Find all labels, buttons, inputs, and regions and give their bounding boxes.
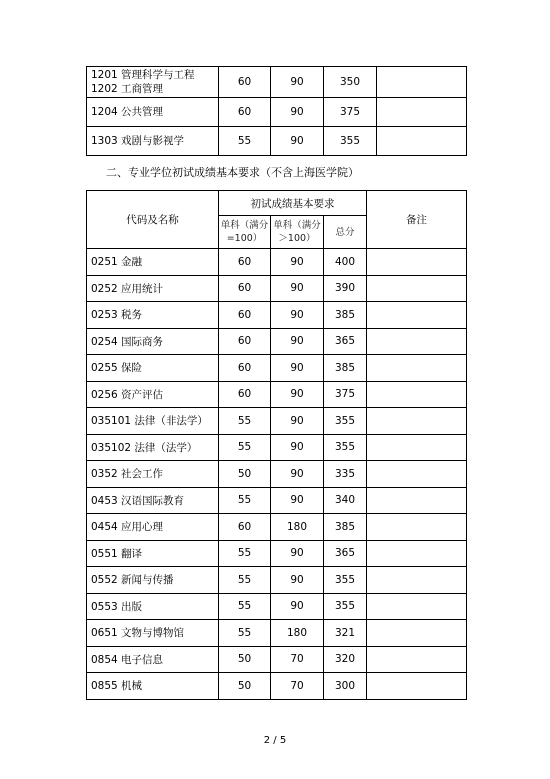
score-single-gt100: 90: [271, 487, 324, 514]
score-total: 390: [324, 275, 367, 302]
table-row: [87, 249, 467, 276]
table-row: [87, 646, 467, 673]
program-name: 0255 保险: [87, 355, 219, 382]
score-total: 365: [324, 540, 367, 567]
table-row: [87, 302, 467, 329]
note-cell: [367, 355, 467, 382]
score-total: 365: [324, 328, 367, 355]
score-total: 355: [324, 408, 367, 435]
score-total: 375: [324, 381, 367, 408]
score-total: 355: [324, 434, 367, 461]
table-row: [87, 673, 467, 700]
score-single-le100: 60: [219, 381, 271, 408]
header-note: 备注: [367, 191, 467, 249]
program-name: 0252 应用统计: [87, 275, 219, 302]
score-single-le100: 60: [219, 355, 271, 382]
score-single-gt100: 90: [271, 127, 324, 156]
score-single-le100: 60: [219, 302, 271, 329]
table-row: [87, 408, 467, 435]
score-single-le100: 50: [219, 646, 271, 673]
score-single-gt100: 70: [271, 646, 324, 673]
program-name-line: 1202 工商管理: [91, 83, 164, 95]
score-single-le100: 55: [219, 593, 271, 620]
academic-degree-table-continued: [86, 66, 467, 156]
table-row: [87, 567, 467, 594]
score-single-gt100: 90: [271, 249, 324, 276]
score-single-le100: 60: [219, 67, 271, 98]
note-cell: [367, 461, 467, 488]
score-single-le100: 60: [219, 328, 271, 355]
score-single-gt100: 90: [271, 567, 324, 594]
score-single-le100: 50: [219, 673, 271, 700]
header-score-requirements: 初试成绩基本要求: [219, 191, 367, 216]
score-total: 385: [324, 514, 367, 541]
header-code-name: 代码及名称: [87, 191, 219, 249]
program-name: 0855 机械: [87, 673, 219, 700]
score-single-le100: 50: [219, 461, 271, 488]
score-total: 355: [324, 593, 367, 620]
score-total: 321: [324, 620, 367, 647]
note-cell: [367, 381, 467, 408]
score-total: 355: [324, 567, 367, 594]
score-total: 375: [324, 98, 377, 127]
score-single-gt100: 90: [271, 461, 324, 488]
score-total: 350: [324, 67, 377, 98]
table-row: [87, 593, 467, 620]
score-single-gt100: 90: [271, 275, 324, 302]
score-single-le100: 60: [219, 275, 271, 302]
table-row: [87, 540, 467, 567]
score-single-gt100: 90: [271, 408, 324, 435]
header-total: 总分: [324, 216, 367, 249]
score-single-le100: 60: [219, 249, 271, 276]
score-single-gt100: 90: [271, 98, 324, 127]
score-total: 320: [324, 646, 367, 673]
score-total: 385: [324, 355, 367, 382]
program-name: 0453 汉语国际教育: [87, 487, 219, 514]
score-single-gt100: 70: [271, 673, 324, 700]
program-name: 0253 税务: [87, 302, 219, 329]
note-cell: [367, 540, 467, 567]
table-row: [87, 381, 467, 408]
section-heading: 二、专业学位初试成绩基本要求（不含上海医学院）: [106, 166, 359, 179]
table-row: [87, 275, 467, 302]
note-cell: [367, 302, 467, 329]
program-name-line: 1204 公共管理: [91, 106, 164, 118]
program-name: 035101 法律（非法学）: [87, 408, 219, 435]
score-single-le100: 60: [219, 514, 271, 541]
score-single-le100: 55: [219, 408, 271, 435]
professional-degree-score-table: [86, 190, 467, 700]
score-single-gt100: 90: [271, 328, 324, 355]
score-single-le100: 55: [219, 620, 271, 647]
table-row: [87, 355, 467, 382]
program-name: [87, 67, 219, 98]
table-row: [87, 461, 467, 488]
note-cell: [367, 620, 467, 647]
note-cell: [367, 673, 467, 700]
note-cell: [367, 249, 467, 276]
note-cell: [367, 408, 467, 435]
table-row: [87, 434, 467, 461]
note-cell: [367, 275, 467, 302]
program-name: [87, 98, 219, 127]
program-name-line: 1201 管理科学与工程: [91, 69, 195, 81]
note-cell: [367, 487, 467, 514]
score-total: 355: [324, 127, 377, 156]
score-single-gt100: 90: [271, 434, 324, 461]
program-name: 035102 法律（法学）: [87, 434, 219, 461]
header-single-gt100: 单科（满分＞100）: [271, 216, 324, 249]
score-single-le100: 55: [219, 540, 271, 567]
score-total: 335: [324, 461, 367, 488]
note-cell: [367, 328, 467, 355]
program-name: 0454 应用心理: [87, 514, 219, 541]
note-cell: [377, 98, 467, 127]
note-cell: [367, 646, 467, 673]
score-total: 400: [324, 249, 367, 276]
program-name: 0251 金融: [87, 249, 219, 276]
program-name: 0254 国际商务: [87, 328, 219, 355]
note-cell: [367, 514, 467, 541]
score-total: 385: [324, 302, 367, 329]
program-name-line: 1303 戏剧与影视学: [91, 135, 185, 147]
program-name: 0256 资产评估: [87, 381, 219, 408]
score-single-le100: 55: [219, 434, 271, 461]
program-name: 0651 文物与博物馆: [87, 620, 219, 647]
table-row: [87, 620, 467, 647]
score-single-le100: 55: [219, 567, 271, 594]
score-single-le100: 55: [219, 127, 271, 156]
score-single-gt100: 90: [271, 355, 324, 382]
score-single-gt100: 180: [271, 514, 324, 541]
note-cell: [367, 434, 467, 461]
program-name: [87, 127, 219, 156]
program-name: 0553 出版: [87, 593, 219, 620]
table-row: [87, 67, 467, 98]
table-row: [87, 127, 467, 156]
table-row: [87, 514, 467, 541]
header-single-le100: 单科（满分=100）: [219, 216, 271, 249]
program-name: 0551 翻译: [87, 540, 219, 567]
score-single-gt100: 180: [271, 620, 324, 647]
note-cell: [377, 67, 467, 98]
score-single-gt100: 90: [271, 67, 324, 98]
table-row: [87, 98, 467, 127]
score-single-gt100: 90: [271, 381, 324, 408]
program-name: 0552 新闻与传播: [87, 567, 219, 594]
score-single-gt100: 90: [271, 540, 324, 567]
program-name: 0854 电子信息: [87, 646, 219, 673]
note-cell: [367, 567, 467, 594]
page-number: 2 / 5: [263, 735, 287, 746]
score-total: 300: [324, 673, 367, 700]
score-single-le100: 60: [219, 98, 271, 127]
score-single-gt100: 90: [271, 302, 324, 329]
table-row: [87, 487, 467, 514]
score-single-le100: 55: [219, 487, 271, 514]
program-name: 0352 社会工作: [87, 461, 219, 488]
score-total: 340: [324, 487, 367, 514]
table-row: [87, 328, 467, 355]
score-single-gt100: 90: [271, 593, 324, 620]
note-cell: [377, 127, 467, 156]
note-cell: [367, 593, 467, 620]
